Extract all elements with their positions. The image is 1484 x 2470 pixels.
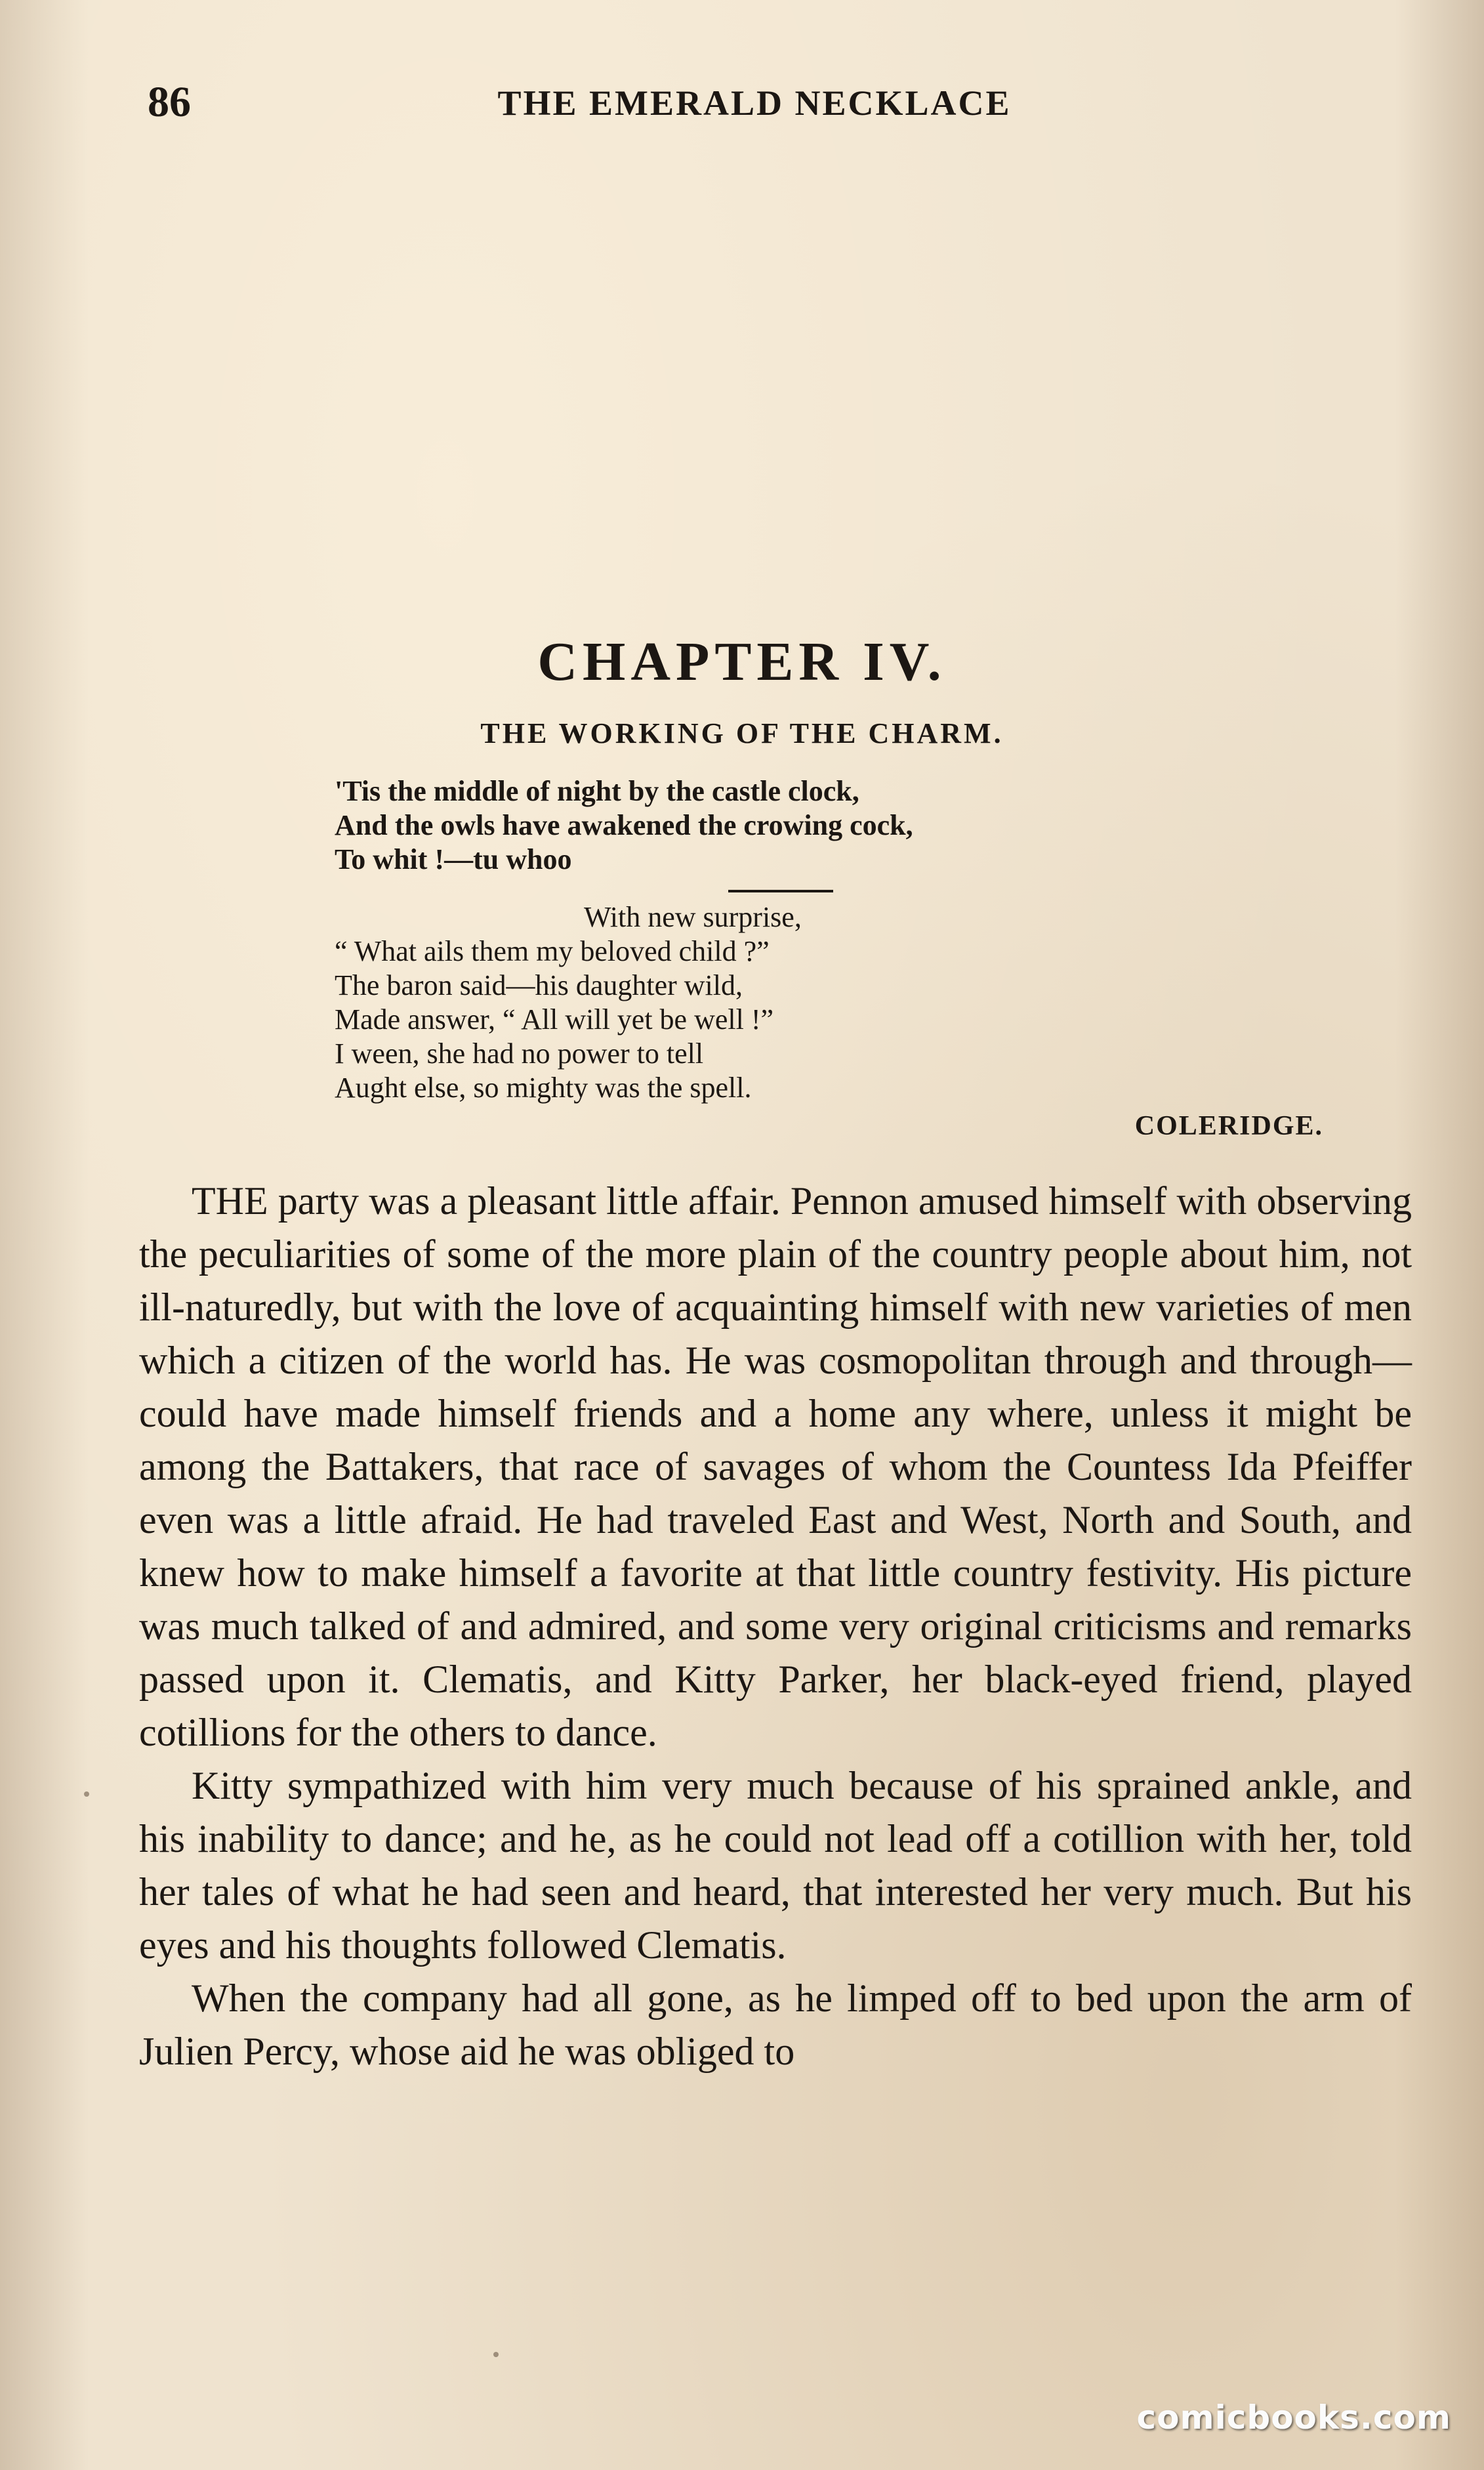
stanza-divider [728,890,833,892]
page-number: 86 [148,78,191,126]
chapter-subtitle: THE WORKING OF THE CHARM. [480,717,1004,749]
page-header [138,77,1371,130]
epigraph-attribution: COLERIDGE. [1134,1111,1323,1141]
epigraph-stanza [335,774,1187,877]
verse-line: Made answer, “ All will yet be well !” [335,1003,774,1036]
verse-line: Aught else, so mighty was the spell. [335,1072,752,1104]
paragraph: Kitty sympathized with him very much because of his sprained ankle, and his inability to dance; and he, as he could not lead off a cotillion with her, told her tales of what he had seen and heard, that interested her very much. But his eyes and his thoughts followed Clematis. [139,1764,1412,1967]
body-text [139,1175,1412,2078]
paper-fleck [493,2352,499,2357]
paragraph: THE party was a pleasant little affair. Pennon amused himself with observing the peculiarities of some of the more plain of the country people about him, not ill-naturedly, but with the love of acquainting himself with new varieties of men which a citizen of the world has. He was cosmopolitan through and through—could have made himself friends and a home any where, unless it might be among the Battakers, that race of savages of whom the Countess Ida Pfeiffer even was a little afraid. He had traveled East and West, North and South, and knew how to make himself a favorite at that little country festivity. His picture was much talked of and admired, and some very original criticisms and remarks passed upon it. Clematis, and Kitty Parker, her black-eyed friend, played cotillions for the others to dance. [139,1179,1412,1754]
verse-line: With new surprise, [584,901,802,933]
verse-line: “ What ails them my beloved child ?” [335,935,770,967]
paper-fleck [84,1791,89,1797]
running-title: THE EMERALD NECKLACE [497,83,1012,123]
paragraph: When the company had all gone, as he limped off to bed upon the arm of Julien Percy, whose aid he was obliged to [139,1977,1412,2073]
verse-line: And the owls have awakened the crowing cock, [335,809,913,841]
epigraph-stanza [335,900,1187,1105]
verse-line: To whit !—tu whoo [335,843,572,875]
epigraph [335,774,1187,1105]
verse-line: 'Tis the middle of night by the castle clock, [335,775,859,807]
watermark: comicbooks.com [1136,2398,1451,2437]
chapter-heading: CHAPTER IV. [537,631,947,692]
verse-line: The baron said—his daughter wild, [335,969,743,1001]
verse-line: I ween, she had no power to tell [335,1037,704,1070]
